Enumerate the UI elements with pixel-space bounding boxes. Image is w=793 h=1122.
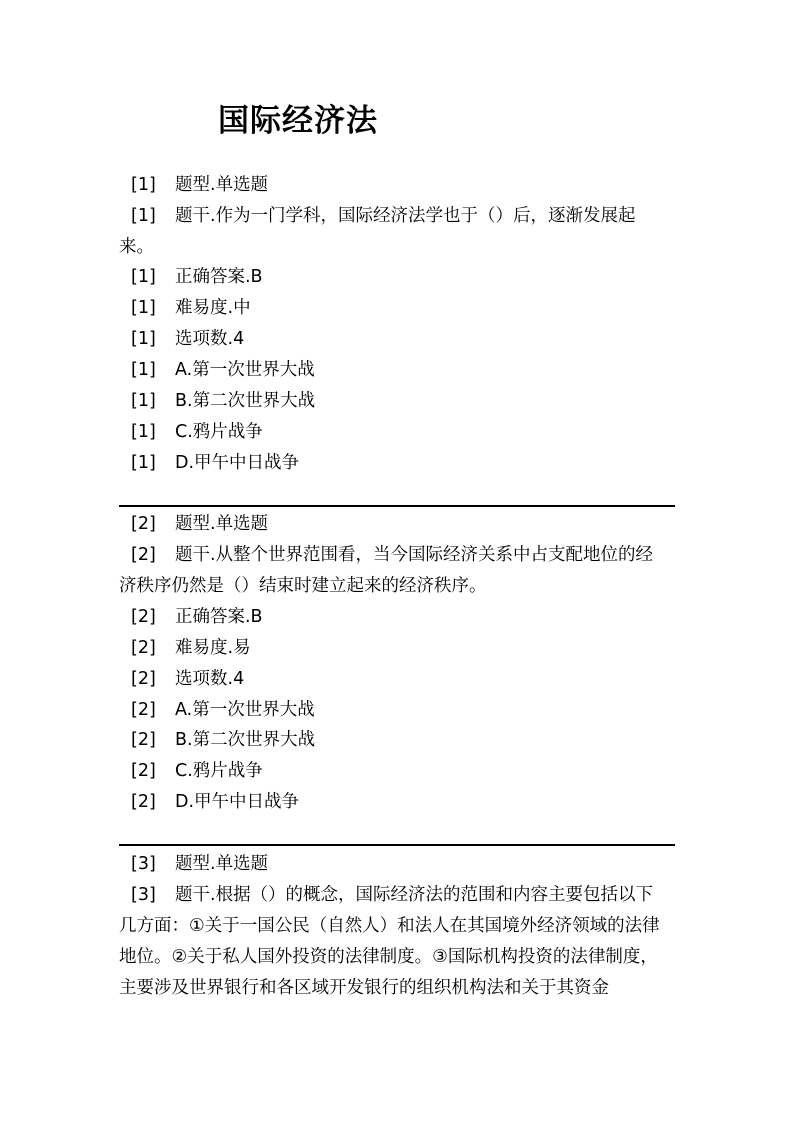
question-number: [1] xyxy=(131,206,156,226)
question-type-text: 题型.单选题 xyxy=(175,854,269,874)
question-number: [2] xyxy=(131,761,156,781)
option-text: D.甲午中日战争 xyxy=(175,792,300,812)
question-number: [2] xyxy=(131,545,156,565)
question-number: [1] xyxy=(131,422,156,442)
question-number: [2] xyxy=(131,607,156,627)
difficulty-text: 难易度.易 xyxy=(175,638,251,658)
option-text: A.第一次世界大战 xyxy=(175,700,315,720)
option-text: C.鸦片战争 xyxy=(175,422,263,442)
option-text: B.第二次世界大战 xyxy=(175,730,316,750)
question-stem-text: 题干.作为一门学科，国际经济法学也于（）后，逐渐发展起来。 xyxy=(119,206,636,257)
question-stem xyxy=(119,201,679,263)
question-number: [1] xyxy=(131,453,156,473)
option-text: D.甲午中日战争 xyxy=(175,453,300,473)
question-stem xyxy=(119,540,679,602)
question-number: [1] xyxy=(131,298,156,318)
answer-text: 正确答案.B xyxy=(175,267,263,287)
question-number: [1] xyxy=(131,175,156,195)
question-number: [2] xyxy=(131,514,156,534)
question-number: [3] xyxy=(131,854,156,874)
option-text: A.第一次世界大战 xyxy=(175,360,315,380)
question-number: [1] xyxy=(131,267,156,287)
question-number: [1] xyxy=(131,391,156,411)
option-text: C.鸦片战争 xyxy=(175,761,263,781)
question-number: [2] xyxy=(131,669,156,689)
question-number: [2] xyxy=(131,638,156,658)
question-number: [2] xyxy=(131,700,156,720)
document-title: 国际经济法 xyxy=(218,103,378,139)
option-count-text: 选项数.4 xyxy=(175,669,245,689)
answer-text: 正确答案.B xyxy=(175,607,263,627)
question-divider xyxy=(119,844,675,846)
option-text: B.第二次世界大战 xyxy=(175,391,316,411)
question-number: [3] xyxy=(131,885,156,905)
question-number: [1] xyxy=(131,329,156,349)
question-stem xyxy=(119,880,679,1004)
question-stem-text: 题干.从整个世界范围看，当今国际经济关系中占支配地位的经济秩序仍然是（）结束时建立起来的经济秩序。 xyxy=(119,545,654,596)
question-number: [2] xyxy=(131,730,156,750)
question-number: [1] xyxy=(131,360,156,380)
question-type-text: 题型.单选题 xyxy=(175,514,269,534)
question-stem-text: 题干.根据（）的概念，国际经济法的范围和内容主要包括以下几方面：①关于一国公民（自然人）和法人在其国境外经济领域的法律地位。②关于私人国外投资的法律制度。③国际机构投资的法律制度，主要涉及世界银行和各区域开发银行的组织机构法和关于其资金 xyxy=(119,885,660,998)
difficulty-text: 难易度.中 xyxy=(175,298,251,318)
question-divider xyxy=(119,505,675,507)
option-count-text: 选项数.4 xyxy=(175,329,245,349)
question-number: [2] xyxy=(131,792,156,812)
question-type-text: 题型.单选题 xyxy=(175,175,269,195)
